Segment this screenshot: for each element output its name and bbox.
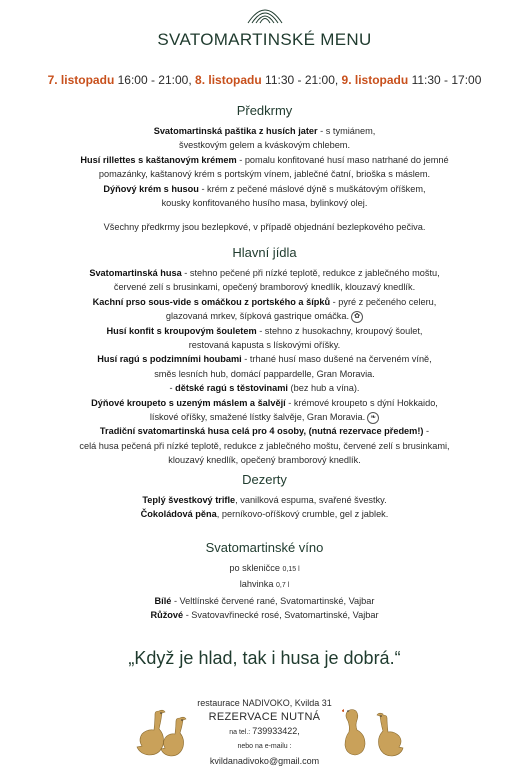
- starter-item: [40, 153, 489, 167]
- quote: „Když je hlad, tak i husa je dobrá.“: [128, 648, 401, 668]
- dish-name: Svatomartinská paštika z husích jater: [153, 126, 318, 136]
- dish-desc: restovaná kapusta s lískovými oříšky.: [188, 340, 341, 351]
- starter-item: [40, 124, 489, 138]
- dish-name: Tradiční svatomartinská husa celá pro 4 osoby, (nutná rezervace předem!): [99, 426, 424, 437]
- starters-list: [40, 124, 489, 235]
- dessert-item: [40, 493, 489, 507]
- email-label: nebo na e-mailu :: [237, 743, 292, 750]
- dish-name: Teplý švestkový trifle: [142, 495, 236, 505]
- dish-desc: červené zelí s brusinkami, opečený bramborový knedlík, klouzavý knedlík.: [113, 282, 416, 293]
- section-heading-desserts: Dezerty: [242, 472, 287, 487]
- dish-desc-line: lískové oříšky, smažené lístky šalvěje, Gran Moravia. ❧: [40, 410, 489, 424]
- desserts-list: [40, 493, 489, 522]
- date-3: 9. listopadu: [341, 73, 409, 87]
- email[interactable]: kvildanadivoko@gmail.com: [209, 756, 320, 766]
- dish-desc: - krémové kroupeto s dýní Hokkaido,: [285, 397, 438, 408]
- time-3: 11:30 - 17:00: [408, 73, 482, 87]
- phone: na tel.: 739933422,: [229, 726, 300, 736]
- dish-desc: klouzavý knedlík, opečený bramborový knedlík.: [168, 455, 361, 466]
- dish-desc: pomazánky, kaštanový krém s portským vínem, jablečné čatní, brioška s máslem.: [98, 169, 431, 180]
- main-item: [40, 424, 489, 438]
- dish-name: Husí rillettes s kaštanovým krémem: [80, 154, 237, 165]
- wine-rose: Růžové - Svatovavřinecké rosé, Svatomartinské, Vajbar: [150, 610, 379, 621]
- dish-name: Dýňové kroupeto s uzeným máslem a šalvějí: [91, 397, 286, 408]
- dish-desc: - pomalu konfitované husí maso natrhané do jemné: [236, 154, 449, 165]
- dish-desc-line: glazovaná mrkev, šípková gastrique omáčka. ✿: [40, 309, 489, 323]
- main-item: [40, 324, 489, 338]
- date-1: 7. listopadu: [47, 73, 115, 87]
- main-item: [40, 396, 489, 410]
- dish-desc: (bez hub a vína).: [287, 383, 360, 394]
- event-dates: [0, 73, 529, 87]
- menu-title: SVATOMARTINSKÉ MENU: [157, 30, 372, 49]
- dish-name: Svatomartinská husa: [89, 268, 182, 278]
- main-item: [40, 295, 489, 309]
- dish-name: Čokoládová pěna: [140, 509, 217, 520]
- goose-illustration-icon: [160, 714, 190, 758]
- dish-desc: - pyré z pečeného celeru,: [330, 296, 437, 307]
- dish-desc: celá husa pečená při nízké teplotě, redukce z jablečného moštu, červené zelí s brusinkami,: [79, 440, 450, 451]
- dish-name: dětské ragú s těstovinami: [175, 383, 288, 394]
- dish-desc: - stehno pečené při nízké teplotě, redukce z jablečného moštu,: [181, 268, 440, 278]
- dish-name: Kachní prso sous-vide s omáčkou z portského a šípků: [92, 296, 331, 307]
- dish-desc: kousky konfitovaného husího masa, bylinkový olej.: [161, 198, 368, 209]
- dessert-item: [40, 507, 489, 521]
- kids-item: - dětské ragú s těstovinami (bez hub a vína).: [169, 383, 360, 394]
- gluten-note: Všechny předkrmy jsou bezlepkové, v případě objednání bezlepkového pečiva.: [103, 222, 426, 233]
- dish-name: Dýňový krém s husou: [103, 183, 199, 194]
- starter-item: [40, 182, 489, 196]
- wine-white: Bílé - Veltlínské červené rané, Svatomartinské, Vajbar: [154, 595, 375, 606]
- time-1: 16:00 - 21:00,: [114, 73, 196, 87]
- section-heading-wine: Svatomartinské víno: [205, 540, 324, 555]
- dish-name: Husí konfit s kroupovým šouletem: [106, 325, 257, 336]
- vegan-icon: ❧: [367, 412, 379, 424]
- dish-desc: - krém z pečené máslové dýně s muškátovým oříškem,: [198, 183, 426, 194]
- vegetarian-icon: ✿: [351, 311, 363, 323]
- dish-desc: švestkovým gelem a kváskovým chlebem.: [178, 140, 351, 151]
- section-heading-mains: Hlavní jídla: [232, 245, 297, 260]
- goose-illustration-icon: [375, 710, 407, 758]
- dish-name: Husí ragú s podzimními houbami: [97, 354, 242, 365]
- section-heading-starters: Předkrmy: [236, 103, 293, 118]
- dish-desc: - trhané husí maso dušené na červeném víně,: [241, 354, 432, 365]
- date-2: 8. listopadu: [195, 73, 262, 87]
- dish-desc: -: [423, 426, 430, 437]
- leaf-swirl-logo-icon: [244, 3, 286, 25]
- main-item: [40, 266, 489, 280]
- dish-desc: , perníkovo-oříškový crumble, gel z jablek.: [216, 509, 389, 520]
- reservation-note: REZERVACE NUTNÁ: [208, 711, 321, 723]
- dish-desc: - s tymiánem,: [317, 126, 376, 136]
- dish-desc: směs lesních hub, domácí pappardelle, Gran Moravia.: [154, 368, 375, 379]
- time-2: 11:30 - 21:00,: [261, 73, 342, 87]
- wine-glass: po skleničce 0,15 l: [229, 563, 300, 573]
- goose-illustration-icon: [342, 705, 372, 757]
- mains-list: [40, 266, 489, 468]
- dish-desc: , vanilková espuma, svařené švestky.: [235, 495, 387, 505]
- dish-desc: - stehno z husokachny, kroupový šoulet,: [256, 325, 423, 336]
- wine-bottle: lahvinka 0,7 l: [239, 579, 290, 590]
- main-item: [40, 352, 489, 366]
- address: restaurace NADIVOKO, Kvilda 31: [197, 698, 332, 708]
- wine-list: [40, 561, 489, 623]
